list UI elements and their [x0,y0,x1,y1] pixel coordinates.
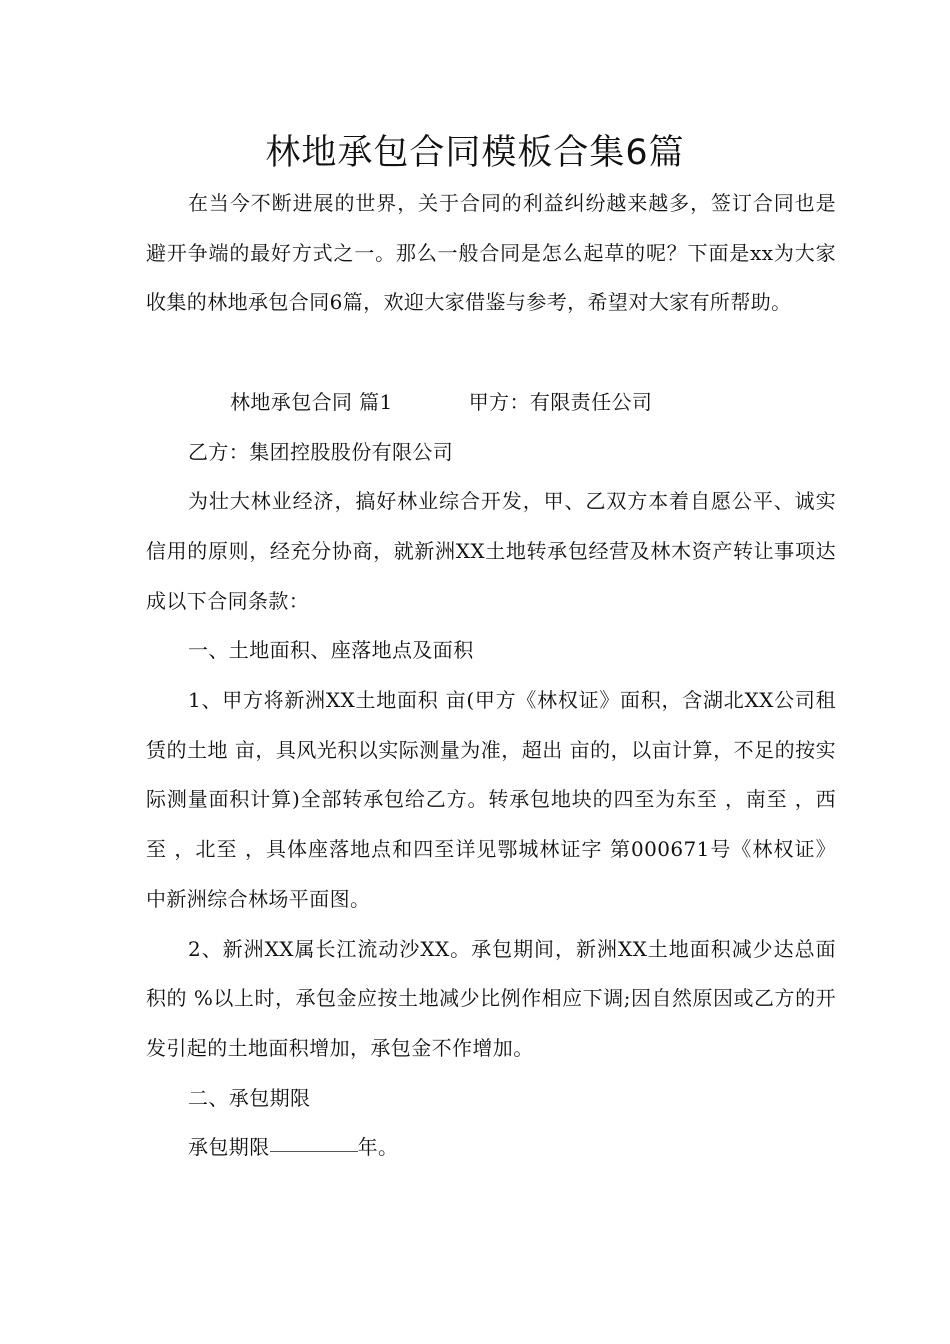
article-1-title: 一、土地面积、座落地点及面积 [188,638,474,663]
party-a: 甲方：有限责任公司 [468,389,653,414]
article-1-item-1: 1、甲方将新洲XX土地面积 亩(甲方《林权证》面积，含湖北XX公司租赁的土地 亩，具风光积以实际测量为准，超出 亩的，以亩计算，不足的按实际测量面积计算)全部转承包给乙方。转承包地块的四至为东至 ，南至 ，西至 ，北至 ，具体座落地点和四至详见鄂城林证字 第000671号《林权证》中新洲综合林场平面图。 [146,688,836,911]
article-1-item-2: 2、新洲XX属长江流动沙XX。承包期间，新洲XX土地面积减少达总面积的 %以上时，承包金应按土地减少比例作相应下调;因自然原因或乙方的开发引起的土地面积增加，承包金不作增加。 [146,936,836,1060]
document-body [146,179,836,1173]
section-heading-line [146,378,836,428]
term-line [146,1123,836,1173]
article-2-title: 二、承包期限 [188,1085,311,1110]
intro-paragraph: 在当今不断进展的世界，关于合同的利益纠纷越来越多，签订合同也是避开争端的最好方式之一。那么一般合同是怎么起草的呢？下面是xx为大家收集的林地承包合同6篇，欢迎大家借鉴与参考，希望对大家有所帮助。 [146,191,836,315]
term-prefix: 承包期限 [188,1135,270,1160]
party-b: 乙方：集团控股股份有限公司 [188,439,454,464]
document-title: 林地承包合同模板合集6篇 [265,133,685,173]
term-suffix: 年。 [357,1135,399,1160]
section-heading: 林地承包合同 篇1 [230,389,393,414]
preamble-paragraph: 为壮大林业经济，搞好林业综合开发，甲、乙双方本着自愿公平、诚实信用的原则，经充分协商，就新洲XX土地转承包经营及林木资产转让事项达成以下合同条款： [146,489,836,613]
paragraph-gap [146,328,836,378]
term-blank [270,1150,358,1152]
